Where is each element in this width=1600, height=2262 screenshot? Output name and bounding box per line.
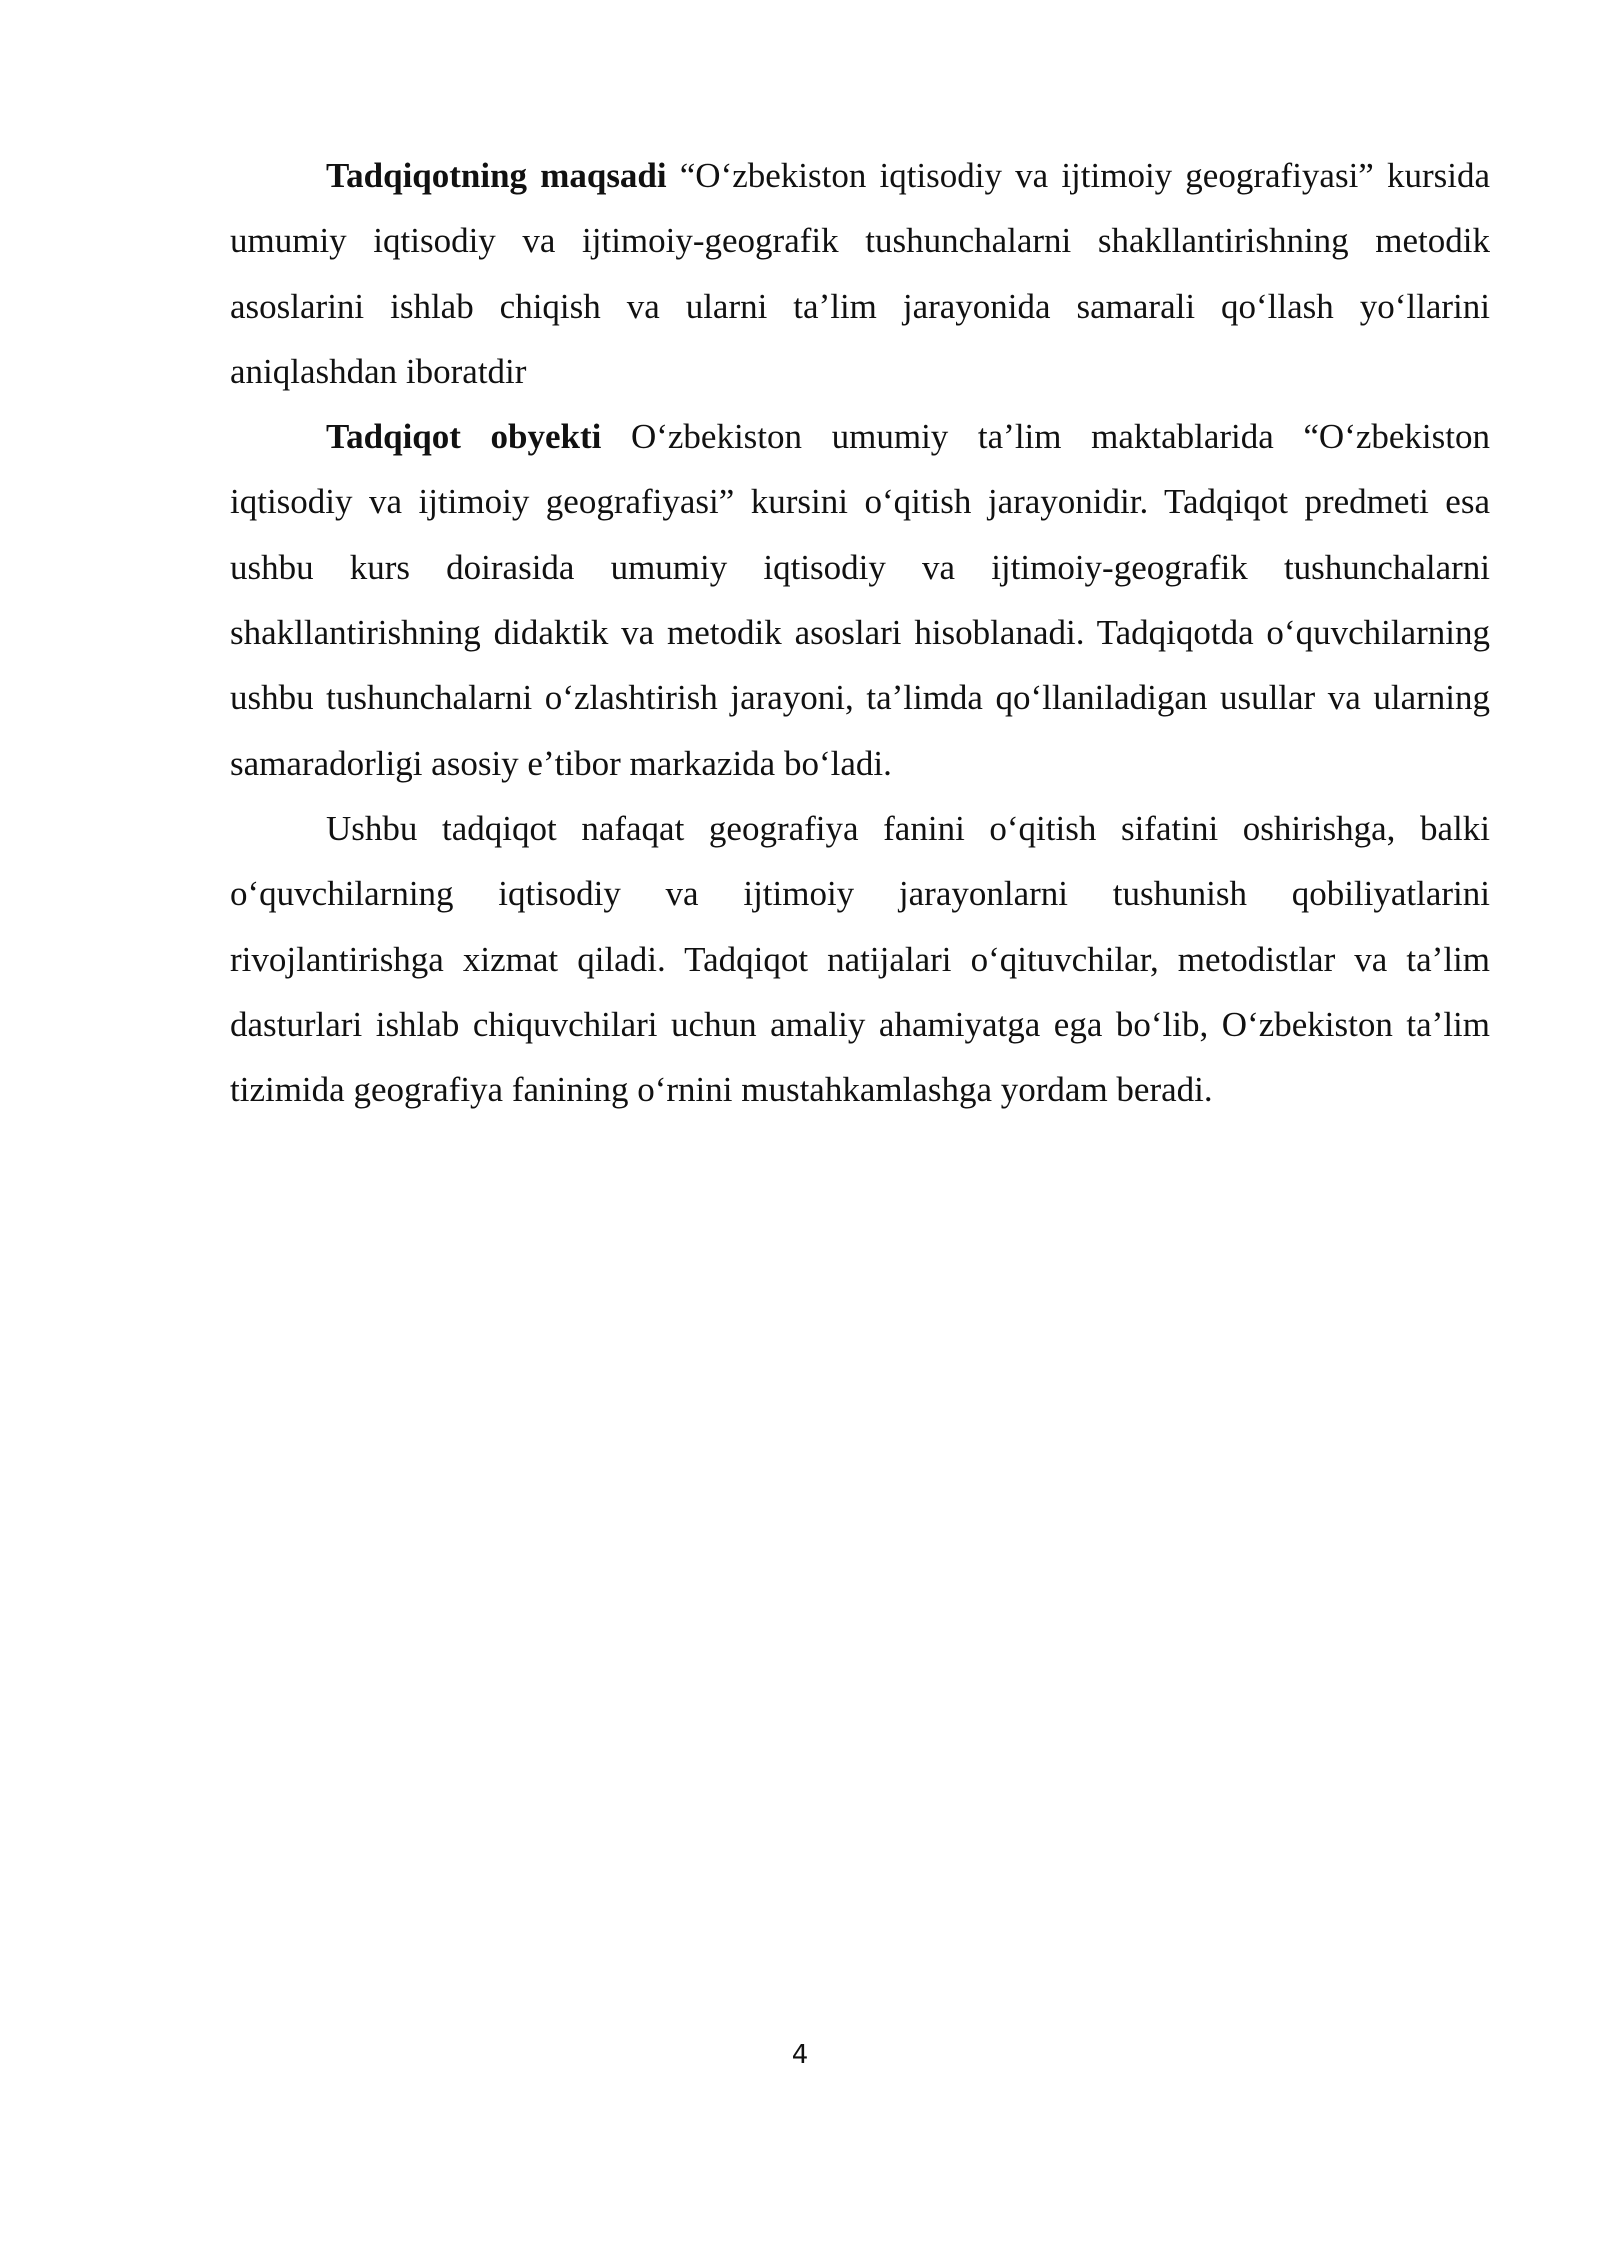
page-number: 4 [791,2040,809,2070]
paragraph-body-research-significance: Ushbu tadqiqot nafaqat geografiya fanini oʻqitish sifatini oshirishga, balki oʻquvchilarning iqtisodiy va ijtimoiy jarayonlarni tushunish qobiliyatlarini rivojlantirishga xizmat qiladi. Tadqiqot natijalari oʻqituvchilar, metodistlar va taʼlim dasturlari ishlab chiquvchilari uchun amaliy ahamiyatga ega boʻlib, Oʻzbekiston taʼlim tizimida geografiya fanining oʻrnini mustahkamlashga yordam beradi. [230,808,1490,1110]
paragraph-lead-research-object: Tadqiqot obyekti [326,417,602,457]
paragraph-research-object [230,404,1490,796]
paragraph-lead-research-aim: Tadqiqotning maqsadi [326,156,667,195]
paragraph-body-research-object: Oʻzbekiston umumiy taʼlim maktablarida “Oʻzbekiston iqtisodiy va ijtimoiy geografiyasi” kursini oʻqitish jarayonidir. Tadqiqot predmeti esa ushbu kurs doirasida umumiy iqtisodiy va ijtimoiy-geografik tushunchalarni shakllantirishning didaktik va metodik asoslari hisoblanadi. Tadqiqotda oʻquvchilarning ushbu tushunchalarni oʻzlashtirish jarayoni, taʼlimda qoʻllaniladigan usullar va ularning samaradorligi asosiy eʼtibor markazida boʻladi. [230,417,1490,783]
paragraph-body-research-aim: “Oʻzbekiston iqtisodiy va ijtimoiy geografiyasi” kursida umumiy iqtisodiy va ijtimoiy-geografik tushunchalarni shakllantirishning metodik asoslarini ishlab chiqish va ularni taʼlim jarayonida samarali qoʻllash yoʻllarini aniqlashdan iboratdir [230,156,1490,391]
body-text [230,143,1490,1122]
paragraph-research-aim [230,143,1490,404]
paragraph-research-significance [230,796,1490,1122]
